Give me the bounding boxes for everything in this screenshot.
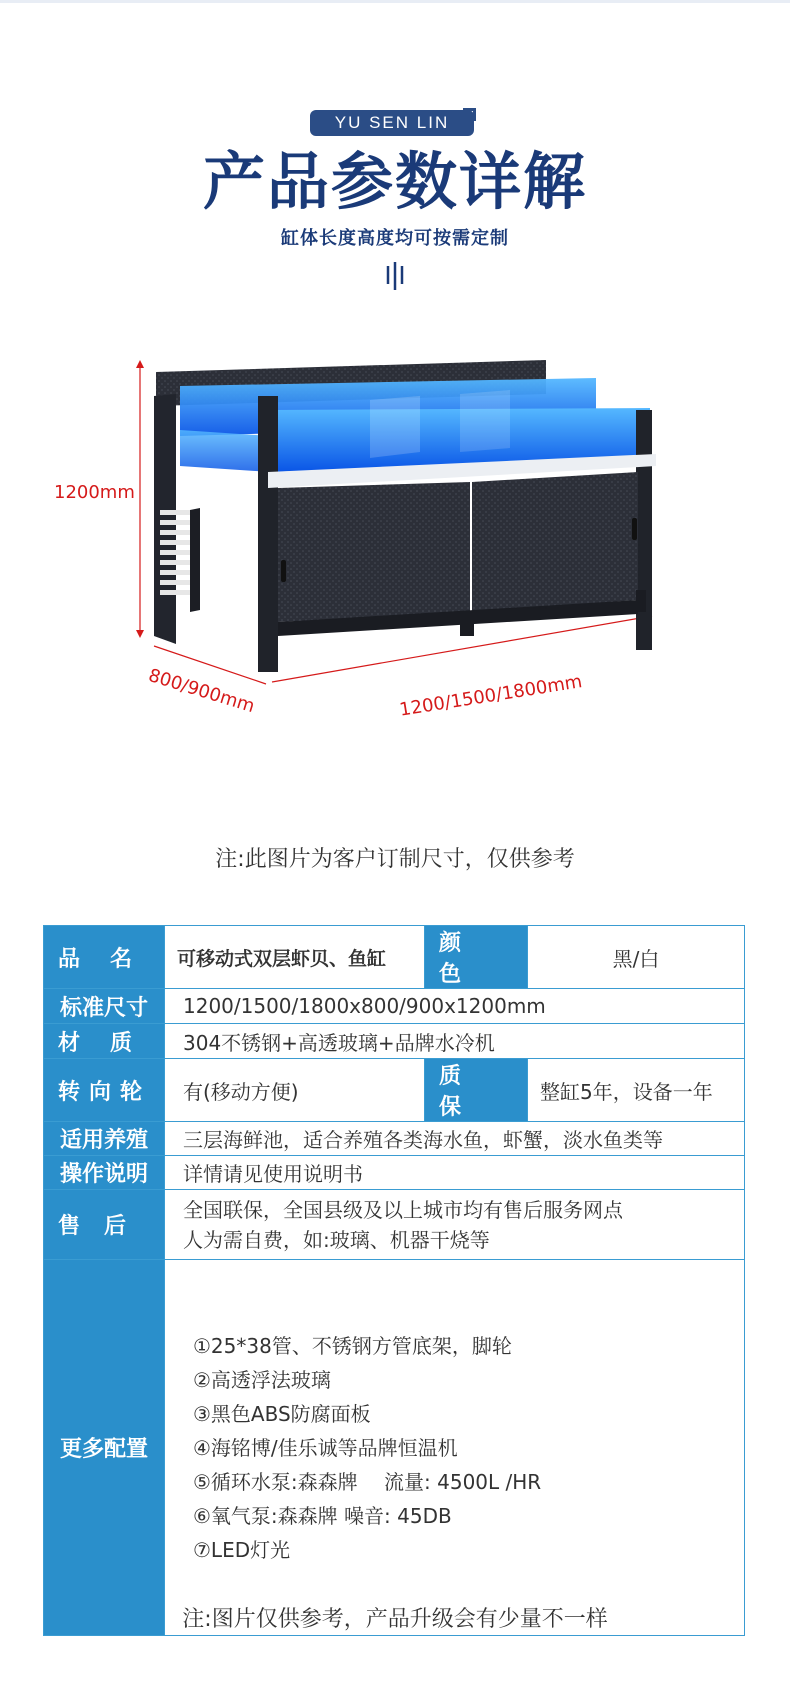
wheel-label: 转向轮 <box>44 1059 165 1122</box>
table-row <box>44 1190 745 1260</box>
page-title <box>0 142 790 222</box>
size-label: 标准尺寸 <box>44 989 165 1024</box>
image-note: 注:此图片为客户订制尺寸，仅供参考 <box>215 847 575 872</box>
product-name-label: 品名 <box>44 926 165 989</box>
height-dimension-line <box>136 360 144 638</box>
config-item: ⑦LED灯光 <box>193 1537 291 1562</box>
config-list <box>193 1329 716 1567</box>
material-value: 304不锈钢+高透玻璃+品牌水冷机 <box>165 1024 745 1059</box>
color-value: 黑/白 <box>528 926 745 989</box>
product-name-value: 可移动式双层虾贝、鱼缸 <box>165 926 425 989</box>
operation-label: 操作说明 <box>44 1156 165 1190</box>
table-row <box>44 1156 745 1190</box>
table-row <box>44 926 745 989</box>
aftersale-value <box>165 1190 745 1260</box>
length-dimension-label: 1200/1500/1800mm <box>398 671 584 721</box>
depth-dimension-label: 800/900mm <box>145 665 258 718</box>
table-row <box>44 989 745 1024</box>
color-label: 颜色 <box>425 926 528 989</box>
aftersale-line2: 人为需自费，如:玻璃、机器干烧等 <box>183 1227 490 1252</box>
table-row <box>44 1024 745 1059</box>
aftersale-line1: 全国联保，全国县级及以上城市均有售后服务网点 <box>183 1197 623 1222</box>
table-row <box>44 1122 745 1156</box>
size-value: 1200/1500/1800x800/900x1200mm <box>165 989 745 1024</box>
material-label: 材质 <box>44 1024 165 1059</box>
usage-value: 三层海鲜池，适合养殖各类海水鱼，虾蟹，淡水鱼类等 <box>165 1122 745 1156</box>
height-dimension-label: 1200mm <box>54 482 135 503</box>
usage-label: 适用养殖 <box>44 1122 165 1156</box>
config-label: 更多配置 <box>44 1260 165 1636</box>
config-item: ④海铭博/佳乐诚等品牌恒温机 <box>193 1435 458 1460</box>
config-item: ②高透浮法玻璃 <box>193 1367 331 1392</box>
brand-badge: YU SEN LIN <box>310 110 474 136</box>
aftersale-label: 售后 <box>44 1190 165 1260</box>
config-value <box>165 1260 745 1636</box>
title-part1: 产品 <box>202 145 331 218</box>
operation-value: 详情请见使用说明书 <box>165 1156 745 1190</box>
top-divider <box>0 0 790 3</box>
table-row <box>44 1260 745 1636</box>
scroll-down-icon <box>382 262 406 292</box>
table-row <box>44 1059 745 1122</box>
warranty-value: 整缸5年，设备一年 <box>528 1059 745 1122</box>
config-item: ⑥氧气泵:森森牌 噪音: 45DB <box>193 1503 452 1528</box>
wheel-value: 有(移动方便) <box>165 1059 425 1122</box>
config-item: ③黑色ABS防腐面板 <box>193 1401 371 1426</box>
title-part2: 参数详解 <box>331 145 588 218</box>
warranty-label: 质保 <box>425 1059 528 1122</box>
spec-table <box>43 925 745 1636</box>
page-subtitle: 缸体长度高度均可按需定制 <box>281 228 509 249</box>
config-item: ①25*38管、不锈钢方管底架，脚轮 <box>193 1333 512 1358</box>
bottom-note: 注:图片仅供参考，产品升级会有少量不一样 <box>182 1607 608 1632</box>
config-item: ⑤循环水泵:森森牌 流量: 4500L /HR <box>193 1469 542 1494</box>
